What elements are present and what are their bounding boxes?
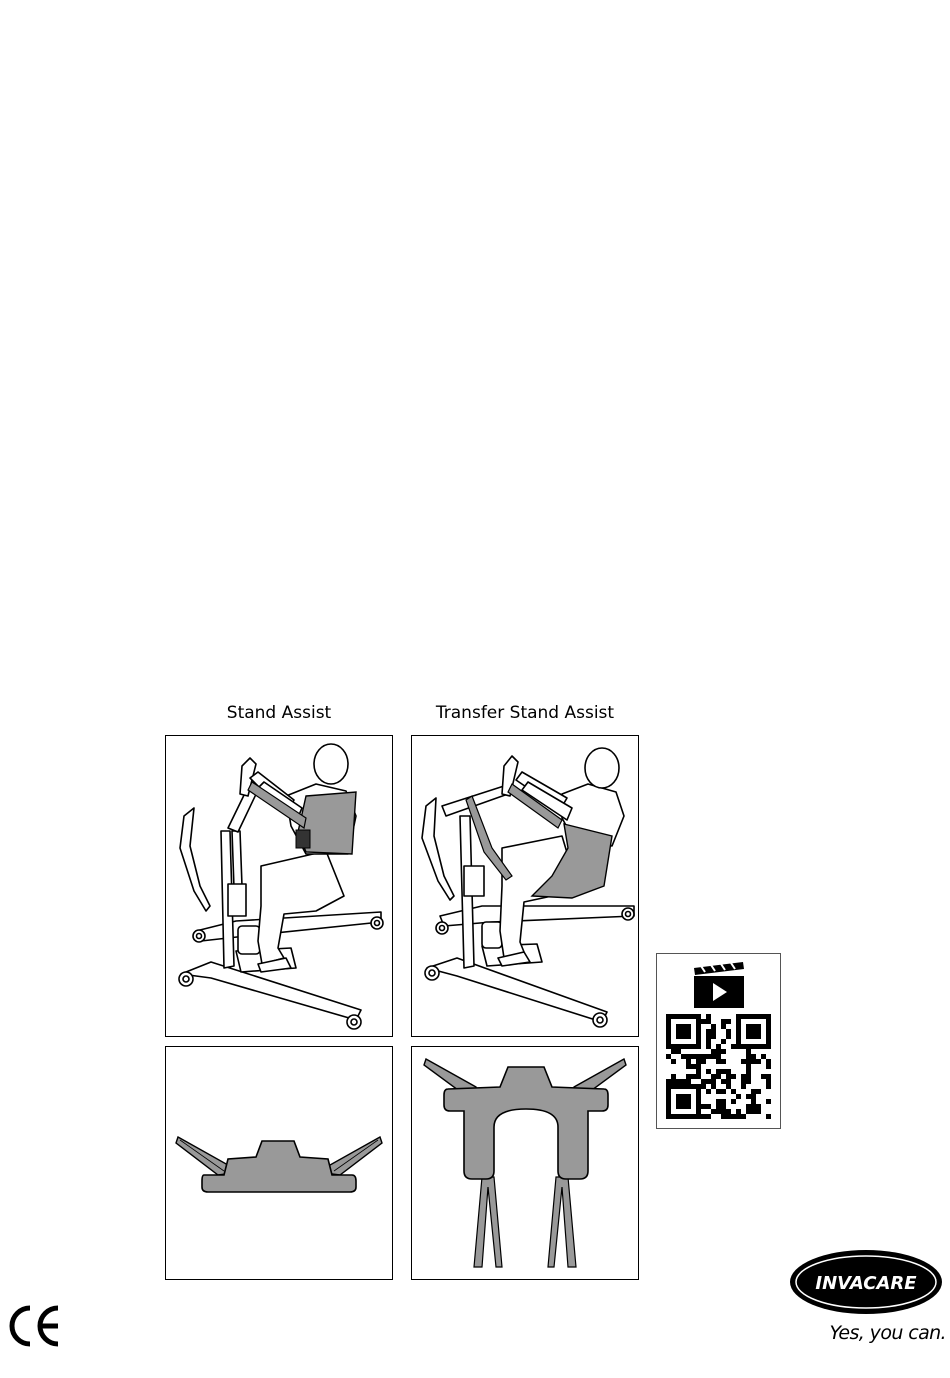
logo-text: INVACARE (815, 1273, 917, 1294)
ce-mark-icon (8, 1304, 62, 1348)
qr-code (657, 1012, 780, 1132)
stand-assist-sling-diagram (165, 1046, 393, 1280)
transfer-stand-assist-sling-diagram (411, 1046, 639, 1280)
transfer-stand-assist-illustration (411, 735, 639, 1037)
video-qr-panel[interactable] (656, 953, 781, 1129)
caption-transfer-stand-assist: Transfer Stand Assist (435, 703, 615, 723)
invacare-logo (788, 1248, 944, 1316)
stand-assist-illustration (165, 735, 393, 1037)
tagline: Yes, you can. (829, 1322, 946, 1344)
caption-stand-assist: Stand Assist (226, 703, 332, 723)
